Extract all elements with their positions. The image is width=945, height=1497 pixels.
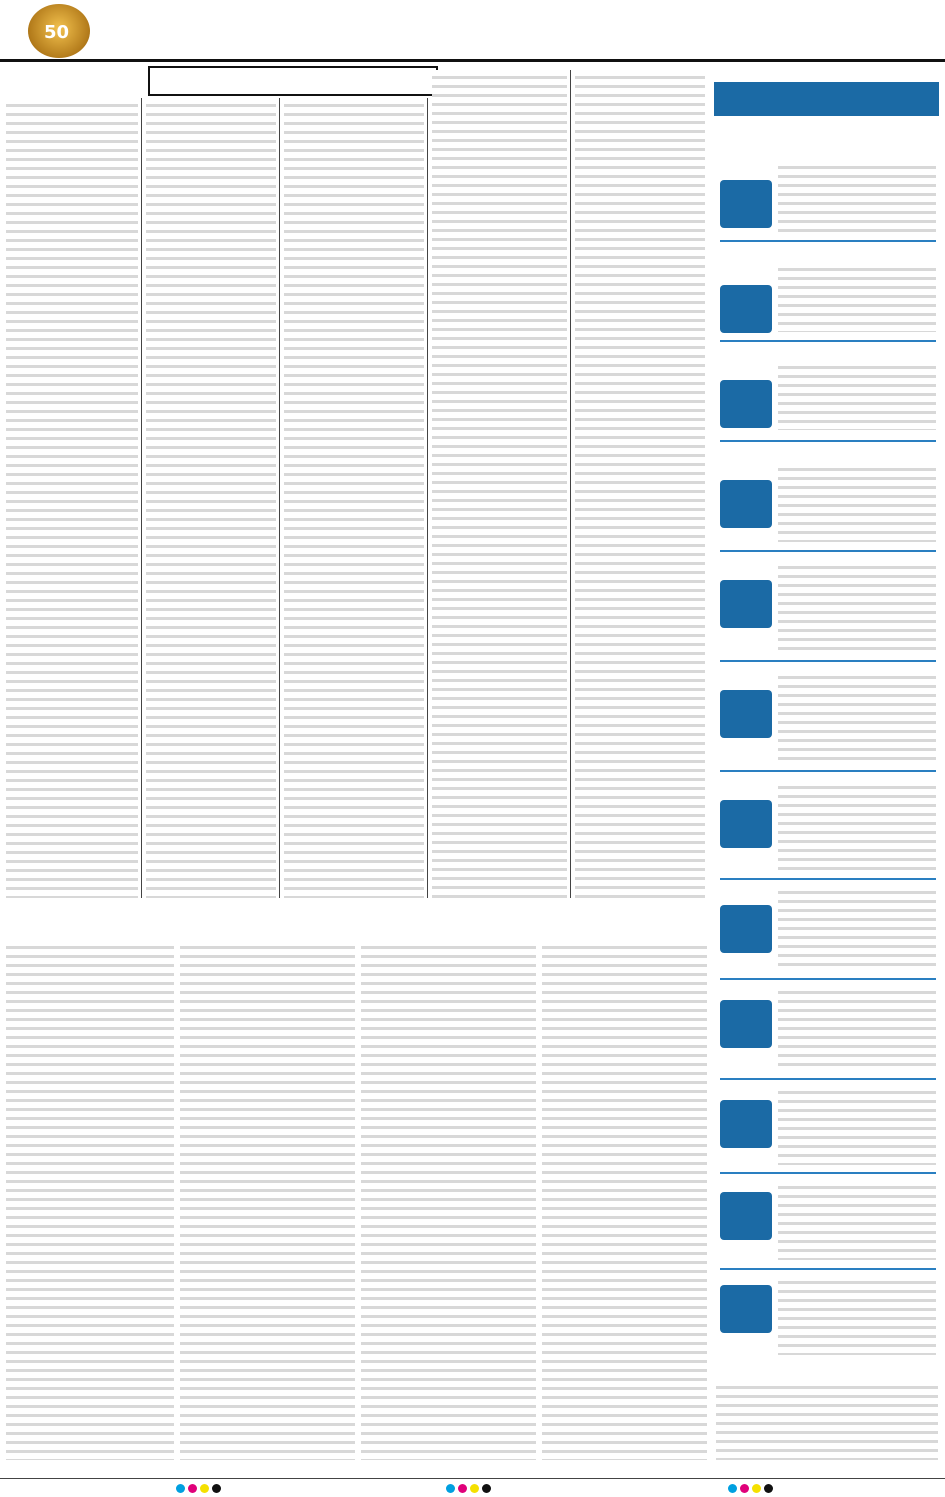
horoscope-text-10 xyxy=(778,1085,936,1165)
magenta-registration-dot xyxy=(740,1484,749,1493)
cancer-icon xyxy=(720,480,772,528)
horoscope-banner xyxy=(714,82,939,116)
cyan-registration-dot xyxy=(446,1484,455,1493)
pisces-icon xyxy=(720,1285,772,1333)
divider xyxy=(720,1078,936,1080)
magenta-registration-dot xyxy=(188,1484,197,1493)
listing-column-2 xyxy=(146,98,276,898)
column-rule xyxy=(141,98,142,898)
divider xyxy=(720,770,936,772)
horoscope-text-7 xyxy=(778,780,936,870)
listing-column-5 xyxy=(575,70,705,898)
yellow-registration-dot xyxy=(470,1484,479,1493)
article-3 xyxy=(361,940,536,1460)
aquarius-icon xyxy=(720,1192,772,1240)
listing-column-1 xyxy=(6,98,138,898)
horoscope-text-2 xyxy=(778,262,936,332)
taurus-icon xyxy=(720,285,772,333)
yellow-registration-dot xyxy=(200,1484,209,1493)
logo-anniversary-number: 50 xyxy=(44,22,70,43)
horoscope-text-1 xyxy=(778,160,936,232)
divider xyxy=(720,978,936,980)
column-rule xyxy=(279,98,280,898)
libra-icon xyxy=(720,800,772,848)
capricorn-icon xyxy=(720,1100,772,1148)
divider xyxy=(720,1268,936,1270)
gemini-icon xyxy=(720,380,772,428)
horoscope-text-11 xyxy=(778,1180,936,1260)
horoscope-text-3 xyxy=(778,360,936,430)
almanac-text xyxy=(716,1380,938,1460)
horoscope-text-5 xyxy=(778,560,936,650)
scorpio-icon xyxy=(720,905,772,953)
yellow-registration-dot xyxy=(752,1484,761,1493)
article-4 xyxy=(542,940,707,1460)
horoscope-text-6 xyxy=(778,670,936,760)
cyan-registration-dot xyxy=(176,1484,185,1493)
black-registration-dot xyxy=(212,1484,221,1493)
column-rule xyxy=(427,98,428,898)
magenta-registration-dot xyxy=(458,1484,467,1493)
horoscope-text-9 xyxy=(778,985,936,1070)
leo-icon xyxy=(720,580,772,628)
black-registration-dot xyxy=(482,1484,491,1493)
divider xyxy=(720,660,936,662)
divider xyxy=(720,240,936,242)
sagittarius-icon xyxy=(720,1000,772,1048)
listing-column-3 xyxy=(284,98,424,898)
cyan-registration-dot xyxy=(728,1484,737,1493)
column-rule xyxy=(570,70,571,898)
listing-column-4 xyxy=(432,70,567,898)
dateline xyxy=(100,10,300,50)
black-registration-dot xyxy=(764,1484,773,1493)
divider xyxy=(720,550,936,552)
aries-icon xyxy=(720,180,772,228)
horoscope-text-4 xyxy=(778,462,936,542)
article-1 xyxy=(6,940,174,1460)
divider xyxy=(720,440,936,442)
section-banner xyxy=(148,66,438,96)
divider xyxy=(720,1172,936,1174)
horoscope-text-8 xyxy=(778,885,936,970)
divider xyxy=(720,340,936,342)
article-2 xyxy=(180,940,355,1460)
divider xyxy=(720,878,936,880)
horoscope-text-12 xyxy=(778,1275,936,1355)
virgo-icon xyxy=(720,690,772,738)
